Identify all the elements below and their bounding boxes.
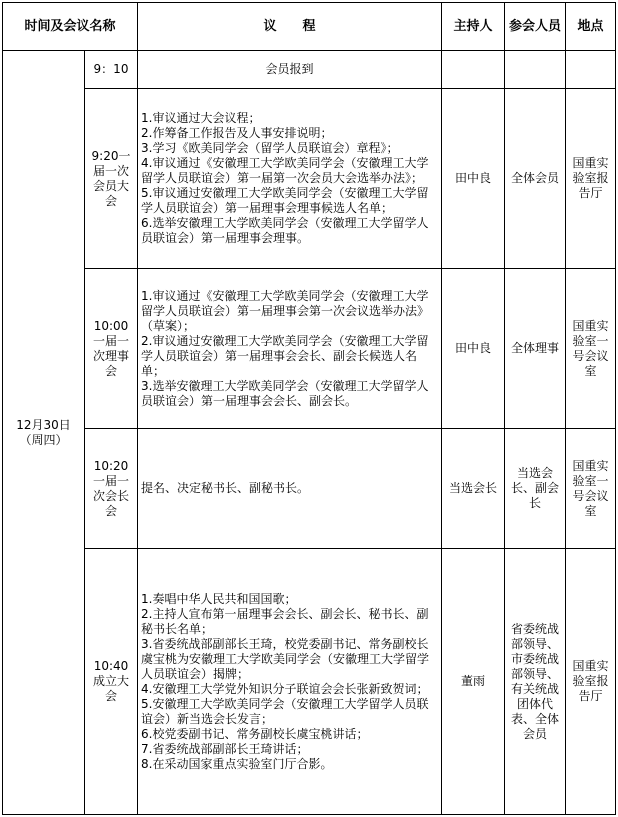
- agenda-item: 6.选举安徽理工大学欧美同学会（安徽理工大学留学人员联谊会）第一届理事会理事。: [141, 216, 429, 245]
- session-location: 国重实验室一号会议室: [566, 269, 616, 429]
- agenda-item: 3.学习《欧美同学会（留学人员联谊会）章程》；: [141, 141, 399, 155]
- session-time: 10:40成立大会: [85, 549, 138, 815]
- agenda-item: 3.省委统战部副部长王琦，校党委副书记、常务副校长虞宝桃为安徽理工大学欧美同学会（安徽理工大学留学人员联谊会）揭牌；: [141, 636, 430, 681]
- session-host: 田中良: [442, 269, 505, 429]
- agenda-item: 4.审议通过《安徽理工大学欧美同学会（安徽理工大学留学人员联谊会）第一届第一次会员大会选举办法》；: [141, 156, 429, 185]
- agenda-item: 提名、决定秘书长、副秘书长。: [138, 429, 442, 549]
- date-cell: 12月30日（周四）: [3, 51, 85, 815]
- session-row-president-meeting: [3, 429, 616, 549]
- agenda-item: 2.审议通过安徽理工大学欧美同学会（安徽理工大学留学人员联谊会）第一届理事会会长、副会长候选人名单；: [141, 333, 429, 378]
- header-time-name: 时间及会议名称: [3, 3, 138, 51]
- agenda-item: 1.审议通过大会议程；: [141, 111, 261, 125]
- agenda-item: 6.校党委副书记、常务副校长虞宝桃讲话；: [141, 726, 369, 741]
- agenda-item: 8.在采动国家重点实验室门厅合影。: [141, 756, 333, 771]
- session-row-member-congress: [3, 89, 616, 269]
- agenda-item: 4.安徽理工大学党外知识分子联谊会会长张新致贺词；: [141, 681, 429, 696]
- session-host: 董雨: [442, 549, 505, 815]
- session-location: 国重实验室报告厅: [566, 549, 616, 815]
- agenda-item: 1.审议通过《安徽理工大学欧美同学会（安徽理工大学留学人员联谊会）第一届理事会第一次会议选举办法》（草案）；: [141, 288, 430, 333]
- session-time: 10:20一届一次会长会: [85, 429, 138, 549]
- header-agenda: 议 程: [138, 3, 442, 51]
- session-location: 国重实验室报告厅: [566, 89, 616, 269]
- agenda-item: 2.作筹备工作报告及人事安排说明；: [141, 126, 333, 140]
- agenda-items: [138, 549, 442, 815]
- session-attendees: 全体会员: [505, 89, 566, 269]
- agenda-item: 3.选举安徽理工大学欧美同学会（安徽理工大学留学人员联谊会）第一届理事会会长、副会长。: [141, 378, 429, 408]
- agenda-items: [138, 269, 442, 429]
- session-time: 10:00一届一次理事会: [85, 269, 138, 429]
- session-attendees: 全体理事: [505, 269, 566, 429]
- session-location: 国重实验室一号会议室: [566, 429, 616, 549]
- agenda-item: 5.安徽理工大学欧美同学会（安徽理工大学留学人员联谊会）新当选会长发言；: [141, 696, 429, 726]
- session-attendees: [505, 51, 566, 89]
- header-attendees: 参会人员: [505, 3, 566, 51]
- session-row-founding-ceremony: [3, 549, 616, 815]
- agenda-item: 会员报到: [138, 51, 442, 89]
- agenda-items: [138, 89, 442, 269]
- agenda-table: [2, 2, 616, 815]
- session-host: [442, 51, 505, 89]
- session-time: 9：10: [85, 51, 138, 89]
- agenda-item: 1.奏唱中华人民共和国国歌；: [141, 591, 297, 606]
- session-row-checkin: [3, 51, 616, 89]
- session-host: 当选会长: [442, 429, 505, 549]
- header-host: 主持人: [442, 3, 505, 51]
- session-attendees: 当选会长、副会长: [505, 429, 566, 549]
- agenda-item: 2.主持人宣布第一届理事会会长、副会长、秘书长、副秘书长名单；: [141, 606, 429, 636]
- header-location: 地点: [566, 3, 616, 51]
- agenda-item: 5.审议通过安徽理工大学欧美同学会（安徽理工大学留学人员联谊会）第一届理事会理事候选人名单；: [141, 186, 429, 215]
- agenda-item: 7.省委统战部副部长王琦讲话；: [141, 741, 309, 756]
- session-attendees: 省委统战部领导、市委统战部领导、有关统战团体代表、全体会员: [505, 549, 566, 815]
- session-host: 田中良: [442, 89, 505, 269]
- session-time: 9:20一届一次会员大会: [85, 89, 138, 269]
- header-row: [3, 3, 616, 51]
- session-location: [566, 51, 616, 89]
- session-row-council: [3, 269, 616, 429]
